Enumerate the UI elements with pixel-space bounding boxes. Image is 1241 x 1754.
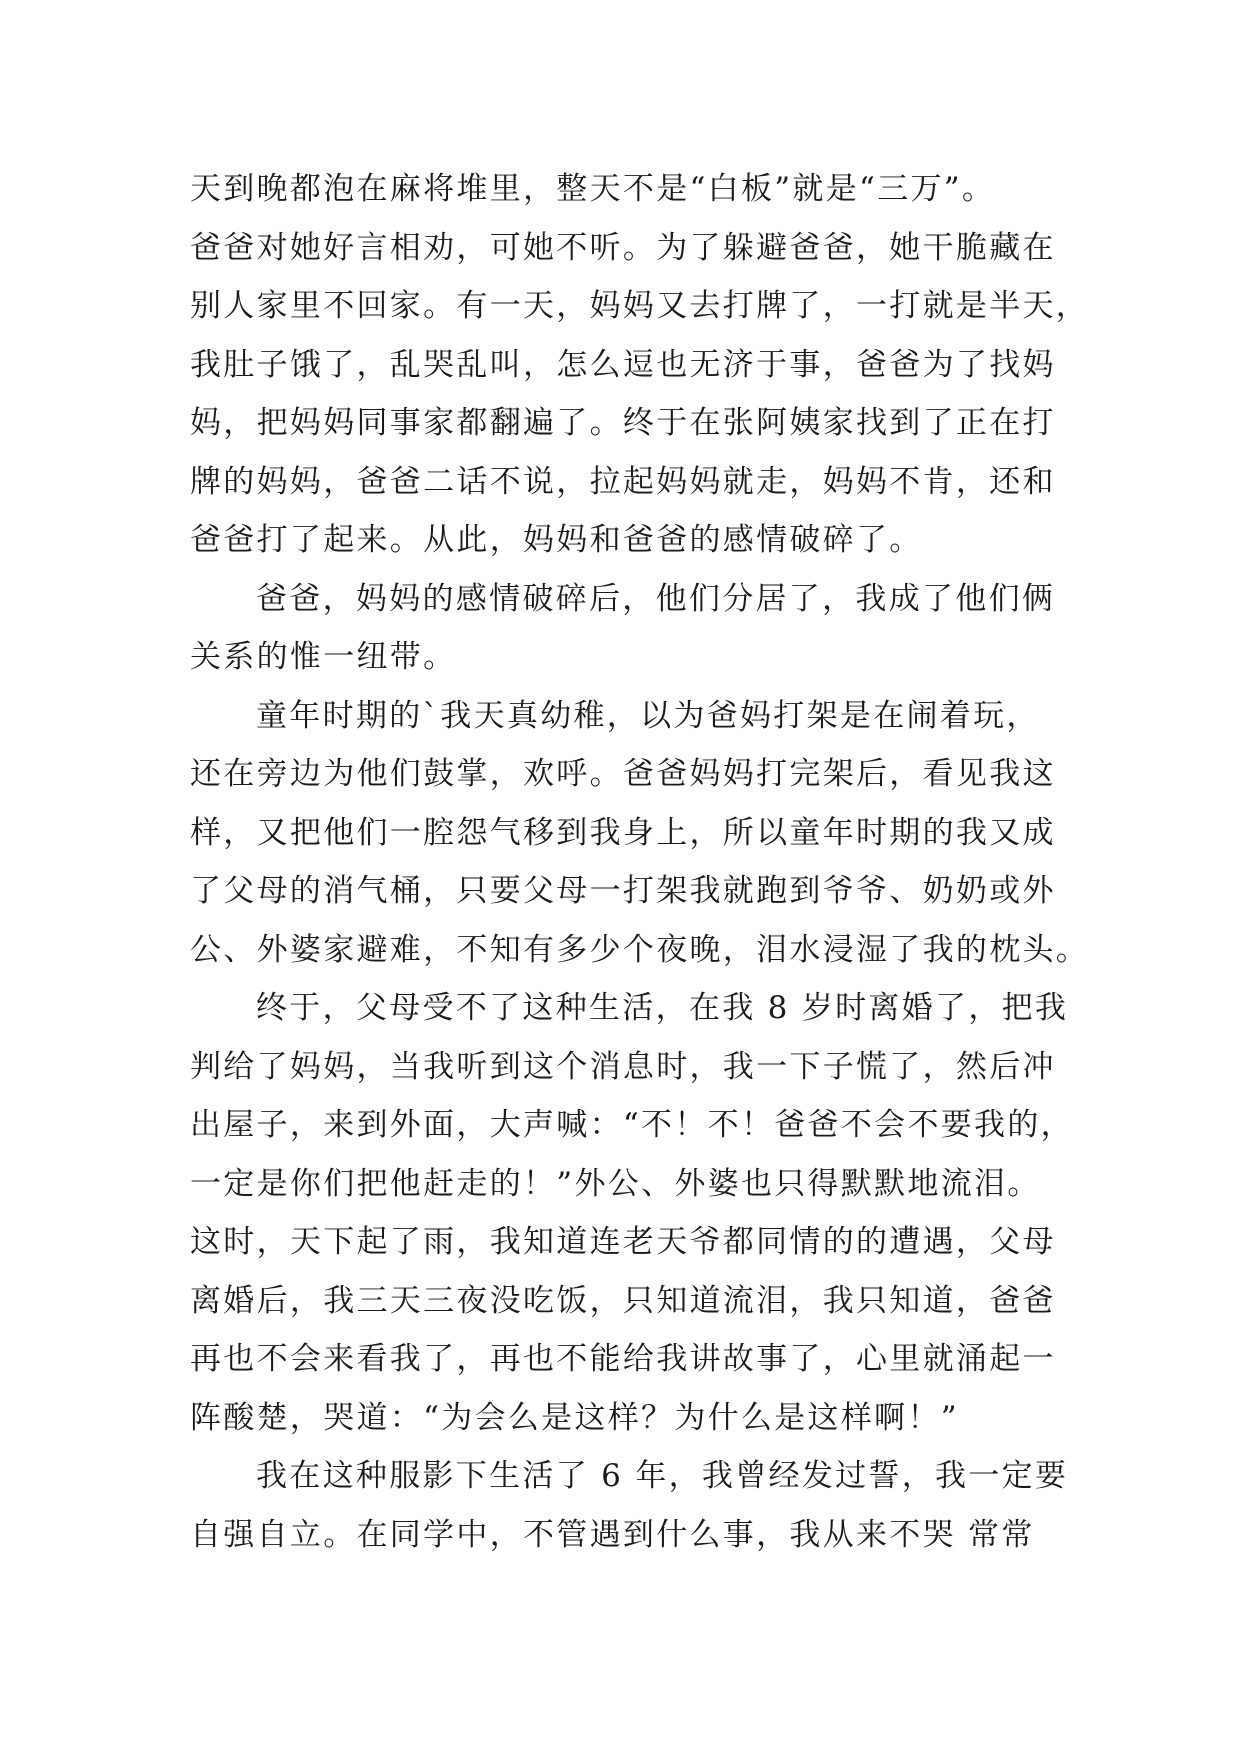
text-line: 爸爸，妈妈的感情破碎后，他们分居了，我成了他们俩 <box>256 580 1056 617</box>
text-line: 样，又把他们一腔怨气移到我身上，所以童年时期的我又成 <box>190 814 1056 851</box>
text-line: 爸爸对她好言相劝，可她不听。为了躲避爸爸，她干脆藏在 <box>190 229 1056 266</box>
text-line: 一定是你们把他赶走的！”外公、外婆也只得默默地流泪。 <box>190 1165 1041 1202</box>
text-line: 出屋子，来到外面，大声喊：“不！不！爸爸不会不要我的， <box>190 1107 1074 1143</box>
text-line: 妈，把妈妈同事家都翻遍了。终于在张阿姨家找到了正在打 <box>190 405 1056 441</box>
text-line: 关系的惟一纽带。 <box>190 639 457 675</box>
text-line: 判给了妈妈，当我听到这个消息时，我一下子慌了，然后冲 <box>190 1048 1056 1085</box>
text-line: 我肚子饿了，乱哭乱叫，怎么逗也无济于事，爸爸为了找妈 <box>190 346 1056 383</box>
text-line: 了父母的消气桶，只要父母一打架我就跑到爷爷、奶奶或外 <box>190 873 1056 909</box>
text-line: 这时，天下起了雨，我知道连老天爷都同情的的遭遇，父母 <box>190 1224 1056 1260</box>
text-line: 终于，父母受不了这种生活，在我 8 岁时离婚了，把我 <box>256 990 1069 1026</box>
text-line: 公、外婆家避难，不知有多少个夜晚，泪水浸湿了我的枕头。 <box>190 931 1090 968</box>
text-line: 自强自立。在同学中，不管遇到什么事，我从来不哭 常常 <box>190 1516 1035 1553</box>
text-line: 阵酸楚，哭道：“为会么是这样？为什么是这样啊！” <box>190 1399 959 1436</box>
text-line: 离婚后，我三天三夜没吃饭，只知道流泪，我只知道，爸爸 <box>190 1282 1056 1319</box>
document-body <box>190 160 1090 1564</box>
text-line: 童年时期的`我天真幼稚，以为爸妈打架是在闹着玩， <box>256 697 1040 734</box>
text-line: 再也不会来看我了，再也不能给我讲故事了，心里就涌起一 <box>190 1341 1056 1377</box>
text-line: 还在旁边为他们鼓掌，欢呼。爸爸妈妈打完架后，看见我这 <box>190 756 1056 792</box>
text-line: 爸爸打了起来。从此，妈妈和爸爸的感情破碎了。 <box>190 522 923 558</box>
text-line: 别人家里不回家。有一天，妈妈又去打牌了，一打就是半天， <box>190 288 1090 324</box>
text-line: 牌的妈妈，爸爸二话不说，拉起妈妈就走，妈妈不肯，还和 <box>190 463 1056 500</box>
text-line: 天到晚都泡在麻将堆里，整天不是“白板”就是“三万”。 <box>190 171 996 207</box>
text-line: 我在这种服影下生活了 6 年，我曾经发过誓，我一定要 <box>256 1458 1069 1494</box>
